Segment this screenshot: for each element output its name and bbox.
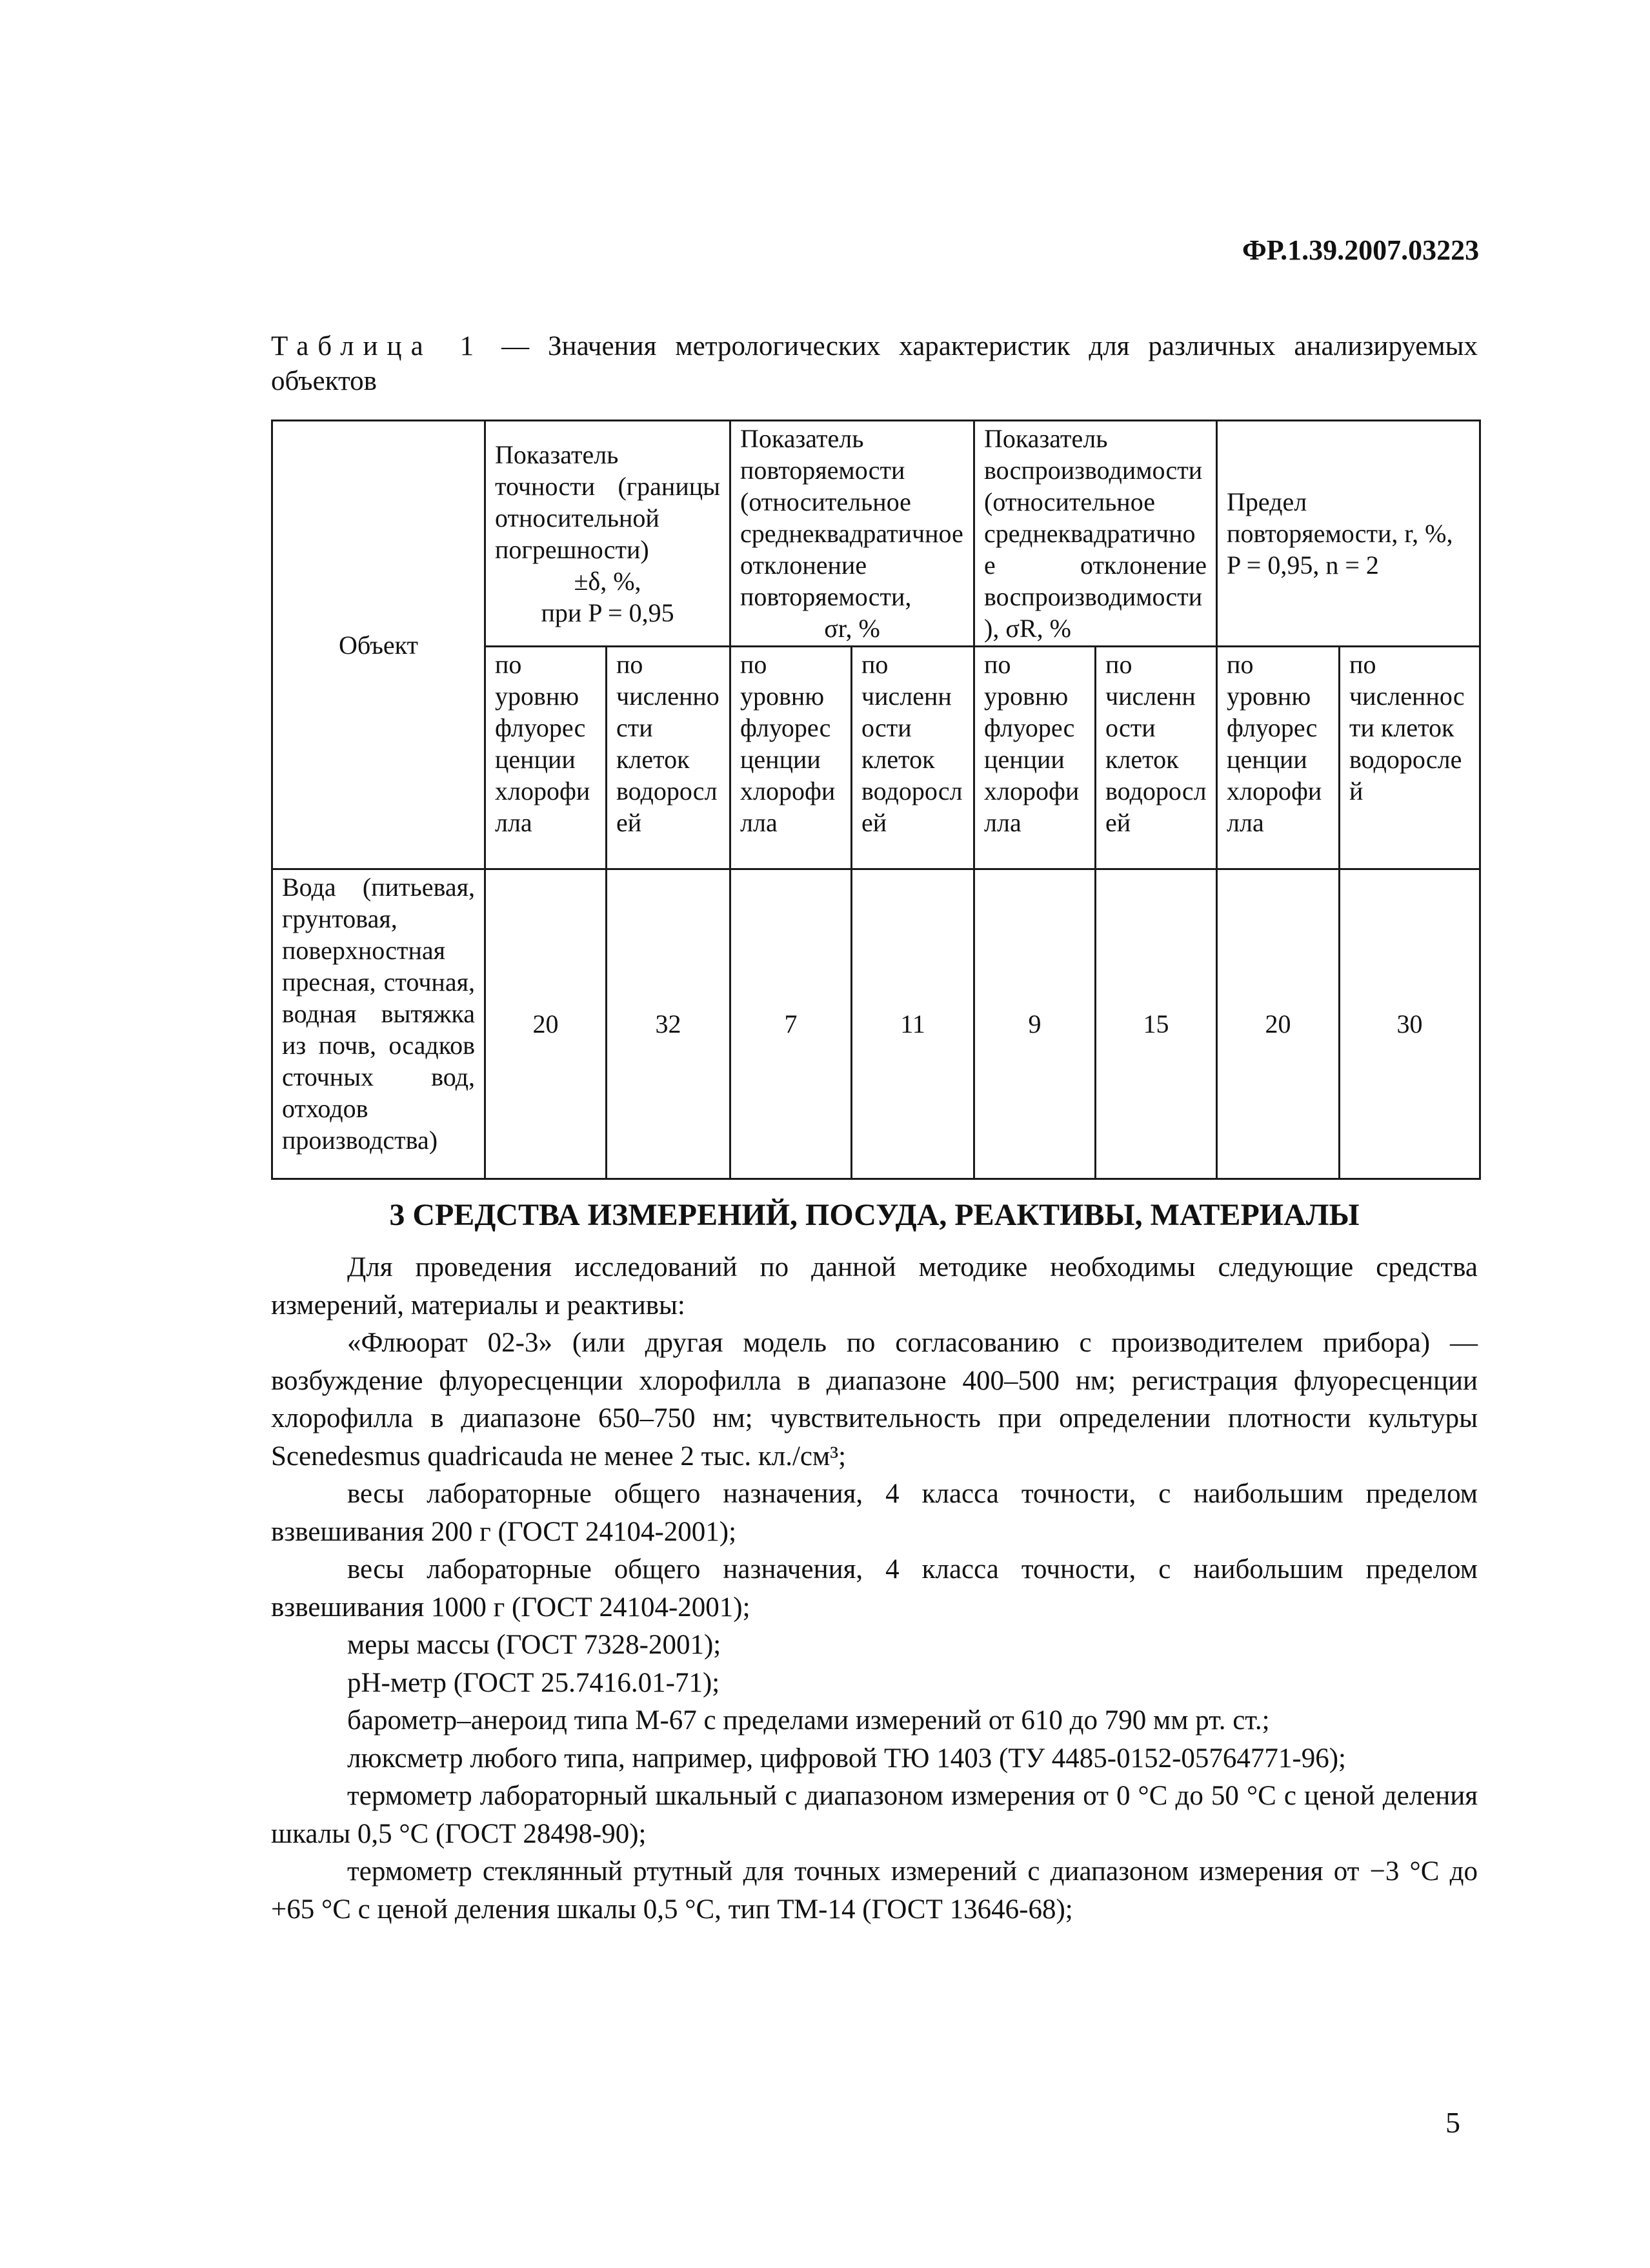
value-cell: 11 xyxy=(852,869,974,1179)
value-cell: 20 xyxy=(485,869,607,1179)
repeatability-limit-group-params: P = 0,95, n = 2 xyxy=(1227,551,1379,580)
table-caption-text: — Значения метрологических характеристик для различных анализируемых объектов xyxy=(271,331,1478,396)
value-cell: 32 xyxy=(607,869,730,1179)
object-column-header: Объект xyxy=(272,421,485,869)
reproducibility-group-header xyxy=(974,421,1217,647)
subheader-cell: по численности клеток водорослей xyxy=(1096,647,1217,869)
repeatability-group-header xyxy=(730,421,974,647)
page-number: 5 xyxy=(1445,2106,1460,2139)
accuracy-group-text: Показатель точности (границы относительной погрешности) xyxy=(495,440,721,564)
value-cell: 7 xyxy=(730,869,852,1179)
paragraph: меры массы (ГОСТ 7328-2001); xyxy=(347,1630,721,1660)
subheader-cell: по численности клеток водорослей xyxy=(852,647,974,869)
repeatability-limit-group-text: Предел повторяемости, r, %, xyxy=(1227,487,1453,548)
repeatability-limit-group-header xyxy=(1217,421,1480,647)
object-name-cell: Вода (питьевая, грунтовая, поверхностная пресная, сточная, водная вытяжка из почв, осадков сточных вод, отходов производства) xyxy=(272,869,485,1179)
accuracy-group-header xyxy=(485,421,730,647)
value-cell: 30 xyxy=(1340,869,1480,1179)
subheader-cell: по уровню флуоресценции хлорофилла xyxy=(485,647,607,869)
value-cell: 15 xyxy=(1096,869,1217,1179)
reproducibility-group-text: Показатель воспроизводимости (относительное среднеквадратичное отклонение воспроизводимости), σR, % xyxy=(984,424,1207,643)
accuracy-group-probability: при P = 0,95 xyxy=(541,598,674,627)
subheader-cell: по численности клеток водорослей xyxy=(1340,647,1480,869)
metrology-table xyxy=(271,420,1481,1180)
value-cell: 20 xyxy=(1217,869,1340,1179)
paragraph: люксметр любого типа, например, цифровой ТЮ 1403 (ТУ 4485-0152-05764771-96); xyxy=(347,1743,1346,1774)
section-heading: 3 СРЕДСТВА ИЗМЕРЕНИЙ, ПОСУДА, РЕАКТИВЫ, МАТЕРИАЛЫ xyxy=(389,1198,1360,1232)
section-body xyxy=(271,1249,1478,1929)
paragraph: весы лабораторные общего назначения, 4 класса точности, с наибольшим пределом взвешивания 200 г (ГОСТ 24104-2001); xyxy=(271,1479,1478,1547)
accuracy-group-symbol: ±δ, %, xyxy=(574,566,641,596)
paragraph: термометр стеклянный ртутный для точных измерений с диапазоном измерения от −3 °С до +65 °С с ценой деления шкалы 0,5 °С, тип ТМ-14 (ГОСТ 13646-68); xyxy=(271,1856,1478,1925)
paragraph: барометр–анероид типа М-67 с пределами измерений от 610 до 790 мм рт. ст.; xyxy=(347,1705,1270,1736)
table-caption xyxy=(271,329,1478,399)
paragraph: pH-метр (ГОСТ 25.7416.01-71); xyxy=(347,1667,720,1698)
paragraph: Для проведения исследований по данной методике необходимы следующие средства измерений, материалы и реактивы: xyxy=(271,1252,1478,1321)
paragraph: «Флюорат 02-3» (или другая модель по согласованию с производителем прибора) — возбуждение флуоресценции хлорофилла в диапазоне 400–500 нм; регистрация флуоресценции хлорофилла в диапазоне 650–750 нм; чувствительность при определении плотности культуры Scenedesmus quadricauda не менее 2 тыс. кл./см³; xyxy=(271,1328,1478,1472)
subheader-cell: по уровню флуоресценции хлорофилла xyxy=(1217,647,1340,869)
subheader-cell: по уровню флуоресценции хлорофилла xyxy=(730,647,852,869)
document-code: ФР.1.39.2007.03223 xyxy=(1242,234,1480,266)
repeatability-group-text: Показатель повторяемости (относительное среднеквадратичное отклонение повторяемости, xyxy=(740,424,963,611)
table-header-row xyxy=(272,421,1480,647)
repeatability-group-symbol: σr, % xyxy=(824,614,880,643)
subheader-cell: по численности клеток водорослей xyxy=(607,647,730,869)
value-cell: 9 xyxy=(974,869,1096,1179)
table-row xyxy=(272,869,1480,1179)
table-caption-label: Таблица 1 xyxy=(271,331,483,361)
subheader-cell: по уровню флуоресценции хлорофилла xyxy=(974,647,1096,869)
paragraph: термометр лабораторный шкальный с диапазоном измерения от 0 °С до 50 °С с ценой деления шкалы 0,5 °С (ГОСТ 28498-90); xyxy=(271,1781,1478,1849)
paragraph: весы лабораторные общего назначения, 4 класса точности, с наибольшим пределом взвешивания 1000 г (ГОСТ 24104-2001); xyxy=(271,1554,1478,1623)
